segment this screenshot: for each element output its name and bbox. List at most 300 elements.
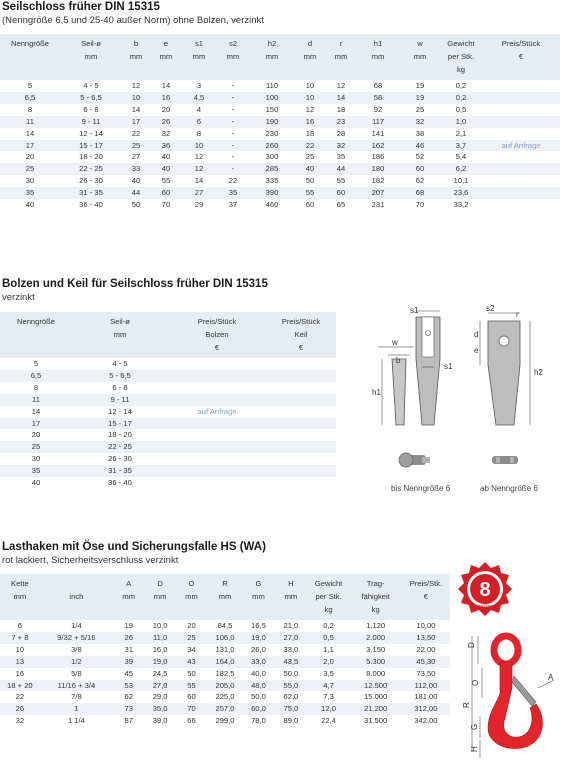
table-cell: 22: [131, 128, 141, 138]
column-header: Gewicht per Stk. kg: [440, 34, 482, 80]
table-cell: 117: [356, 116, 400, 128]
table-cell: [266, 394, 336, 406]
table-cell: [266, 406, 336, 418]
table-cell: 24,5: [152, 668, 168, 678]
section-subtitle: verzinkt: [2, 292, 35, 303]
table-cell: 15 - 17: [60, 140, 122, 152]
table-cell: 3.150: [366, 644, 386, 654]
column-header: inch: [40, 574, 113, 620]
table-cell: 0,2: [455, 81, 467, 90]
table-cell: 10: [182, 140, 216, 152]
table-cell: 7 + 8: [0, 632, 40, 644]
badge-text: Güteklasse: [472, 604, 498, 610]
table-row: [0, 406, 336, 418]
section-subtitle: rot lackiert, Sicherheitsverschluss verzinkt: [2, 555, 179, 566]
table-cell: 1,1: [323, 644, 334, 654]
table-cell: 11/16 + 3/4: [40, 680, 113, 692]
table-cell: 186: [371, 152, 385, 162]
table-cell: 25: [176, 632, 207, 644]
table-cell: [266, 382, 336, 394]
table-cell: 40: [294, 163, 326, 175]
table-cell: 3,5: [323, 668, 334, 678]
table-cell: 39: [113, 656, 144, 668]
table-cell: 26 - 30: [108, 454, 132, 464]
table-cell: 12: [194, 152, 204, 162]
table-row: [0, 703, 450, 715]
table-cell: 0,2: [323, 621, 334, 630]
table-row: [0, 691, 450, 703]
bolzen-photo-left: [396, 447, 436, 473]
dim-d: d: [474, 330, 479, 339]
table-cell: 50,0: [283, 668, 299, 678]
table-cell: 2,0: [308, 656, 350, 668]
column-header: s1 mm: [182, 34, 216, 80]
table-cell: 31 - 35: [60, 187, 122, 199]
table-cell: 22 - 25: [60, 163, 122, 175]
table-cell: 60: [150, 187, 182, 199]
table-cell: 100: [250, 92, 294, 104]
table-cell: 22,4: [321, 716, 336, 726]
section-subtitle: (Nenngröße 6,5 und 25-40 außer Norm) ohne Bolzen, verzinkt: [2, 15, 264, 26]
table-cell: 14: [25, 128, 35, 138]
table-cell: 6,5: [0, 92, 60, 104]
column-header: r mm: [326, 34, 356, 80]
seilschloss-drawing: [370, 304, 560, 442]
table-cell: 28: [336, 128, 346, 138]
table-cell: -: [231, 104, 235, 114]
table-cell: 231: [371, 200, 385, 210]
table-cell: 34: [187, 644, 196, 654]
table-cell: [168, 382, 266, 394]
table-cell: 13,50: [402, 632, 450, 644]
table-cell: 12.500: [350, 680, 402, 692]
table-cell: 29: [194, 200, 204, 210]
table-cell: [266, 429, 336, 441]
table-cell: 2.000: [350, 632, 402, 644]
table-cell: 3,7: [440, 140, 482, 152]
table-cell: 27,0: [274, 632, 307, 644]
table-cell: 11: [0, 394, 72, 406]
table-cell: 10,1: [453, 176, 469, 186]
table-cell: 8: [196, 128, 202, 138]
dim-b: b: [396, 356, 401, 365]
table-cell: 70: [161, 200, 171, 210]
table-cell: 43: [176, 656, 207, 668]
column-header: O mm: [176, 574, 207, 620]
section-bolzen-keil: [0, 277, 566, 493]
table-cell: 31.500: [364, 716, 388, 726]
table-cell: [266, 370, 336, 382]
table-cell: 14: [194, 176, 204, 186]
table-cell: 50: [187, 668, 196, 678]
table-row: [0, 199, 560, 211]
table-cell: 27: [182, 187, 216, 199]
column-header: b mm: [122, 34, 150, 80]
table-cell: -: [216, 140, 250, 152]
caption-right: ab Nenngröße 6: [480, 484, 538, 493]
table-cell: 60: [187, 692, 196, 702]
table-cell: 335: [265, 176, 279, 186]
table-cell: 60: [305, 200, 315, 210]
table-cell: 32: [15, 716, 25, 726]
table-cell: 40: [31, 478, 41, 488]
table-cell: 70: [176, 703, 207, 715]
table-cell: 18 + 20: [0, 680, 40, 692]
table-cell: 36 - 40: [79, 200, 103, 210]
table-cell: 7/8: [71, 692, 82, 702]
dim-h2: h2: [534, 368, 543, 377]
table-cell: 39,0: [152, 716, 168, 726]
table-cell: 3: [196, 81, 202, 90]
table-cell: 180: [356, 163, 400, 175]
column-header: D mm: [144, 574, 175, 620]
table-cell: 342,00: [414, 716, 438, 726]
table-cell: 6 - 8: [83, 104, 99, 114]
table-cell: -: [216, 116, 250, 128]
table-cell: 75,0: [274, 703, 307, 715]
table-cell: 16: [150, 92, 182, 104]
table-cell: [266, 477, 336, 489]
table-cell: 18: [336, 104, 346, 114]
table-row: [0, 151, 560, 163]
table-row: [0, 128, 560, 140]
table-cell: 22 - 25: [72, 441, 168, 453]
caption-left: bis Nenngröße 6: [391, 484, 451, 493]
table-cell: [168, 453, 266, 465]
table-cell: [482, 116, 560, 128]
table-row: [0, 370, 336, 382]
table-cell: [266, 358, 336, 370]
column-header: H mm: [274, 574, 307, 620]
bolzen-keil-table: [0, 312, 336, 489]
table-cell: 1 1/4: [67, 716, 85, 726]
table-cell: [168, 394, 266, 406]
table-cell: [482, 151, 560, 163]
table-cell: 33,0: [243, 656, 274, 668]
table-cell: 205,0: [207, 680, 243, 692]
table-cell: 73,50: [416, 668, 436, 678]
table-cell: 14: [326, 92, 356, 104]
table-cell: 9 - 11: [60, 116, 122, 128]
column-header: R mm: [207, 574, 243, 620]
table-cell: 0,5: [455, 104, 467, 114]
table-cell: 12: [131, 81, 141, 90]
table-cell: 10: [15, 644, 25, 654]
table-cell: 29,0: [152, 692, 168, 702]
table-cell: 58: [356, 92, 400, 104]
table-cell: 4 - 5: [83, 81, 99, 90]
table-cell: [482, 128, 560, 140]
table-cell: 6 - 8: [112, 382, 128, 392]
dim-s1-lower: s1: [444, 362, 453, 371]
table-cell: 16,0: [152, 644, 168, 654]
table-row: [0, 715, 450, 727]
table-cell: 55: [176, 680, 207, 692]
table-cell: 9 - 11: [72, 394, 168, 406]
table-cell: [168, 370, 266, 382]
table-cell: 40: [25, 200, 35, 210]
table-cell: 5,4: [455, 152, 467, 162]
table-cell: 1/4: [71, 621, 82, 630]
table-cell: 31 - 35: [72, 465, 168, 477]
table-cell: 1/2: [40, 656, 113, 668]
dim-r: r: [516, 310, 519, 319]
column-header: A mm: [113, 574, 144, 620]
table-cell: 10,00: [416, 621, 436, 630]
table-cell: 162: [356, 140, 400, 152]
table-cell: 26 - 30: [79, 176, 103, 186]
table-row: [0, 358, 336, 370]
table-cell: 1: [40, 703, 113, 715]
dim-R: R: [462, 702, 471, 708]
table-cell: 22: [228, 176, 238, 186]
table-cell: 12: [182, 163, 216, 175]
table-cell: 20: [161, 104, 171, 114]
table-cell: 40,0: [251, 668, 266, 678]
table-cell: 14: [131, 104, 141, 114]
table-cell: 19,0: [144, 656, 175, 668]
table-cell: 52: [415, 152, 425, 162]
column-header: h1 mm: [356, 34, 400, 80]
table-cell: 4: [196, 104, 202, 114]
table-cell: 5 - 6,5: [72, 370, 168, 382]
table-cell: 35: [336, 152, 346, 162]
table-cell: 20: [31, 430, 41, 440]
table-cell: 6: [182, 116, 216, 128]
table-row: [0, 104, 560, 116]
table-cell: 5/8: [71, 668, 82, 678]
table-cell: 150: [265, 104, 279, 114]
table-cell: 55: [294, 187, 326, 199]
table-cell: 45,30: [402, 656, 450, 668]
table-cell: 33,0: [283, 644, 299, 654]
table-cell: 112,00: [402, 680, 450, 692]
table-cell: 36 - 40: [108, 478, 132, 488]
table-cell: 11: [0, 116, 60, 128]
table-cell: 70: [415, 200, 425, 210]
table-cell: 20: [25, 152, 35, 162]
table-cell: 6,2: [440, 163, 482, 175]
section-seilschloss: [0, 0, 566, 211]
table-cell: 50,0: [251, 692, 266, 702]
table-cell: 55: [336, 176, 346, 186]
table-cell: 5.300: [350, 656, 402, 668]
table-cell: 30: [25, 176, 35, 186]
dim-e: e: [474, 346, 479, 355]
table-cell: 141: [371, 128, 385, 138]
table-cell: 66: [187, 716, 196, 726]
table-cell: 17: [122, 116, 150, 128]
table-cell: 5: [27, 81, 33, 90]
table-cell: 62: [124, 692, 133, 702]
table-cell: 12: [305, 104, 315, 114]
table-cell: 0,5: [308, 632, 350, 644]
table-cell: [266, 418, 336, 430]
table-row: [0, 656, 450, 668]
table-cell: 27: [131, 152, 141, 162]
table-cell: -: [231, 128, 235, 138]
column-header: Preis/Stück €: [482, 34, 560, 80]
table-cell: 8: [27, 104, 33, 114]
column-header: Seil-ø mm: [72, 312, 168, 358]
table-cell: 390: [250, 187, 294, 199]
table-cell: 68: [373, 81, 383, 90]
column-header: w mm: [400, 34, 440, 80]
table-cell: 12 - 14: [79, 128, 103, 138]
table-cell: 6,5: [0, 370, 72, 382]
table-row: [0, 80, 560, 92]
table-cell: 40: [161, 152, 171, 162]
table-cell: 225,0: [215, 692, 235, 702]
table-cell: 106,0: [207, 632, 243, 644]
table-cell: 68: [400, 187, 440, 199]
column-header: e mm: [150, 34, 182, 80]
dim-s2: s2: [486, 304, 495, 313]
bolzen-photo-right: [490, 453, 520, 467]
table-cell: 182: [371, 176, 385, 186]
table-cell: 15 - 17: [72, 418, 168, 430]
section-title: Bolzen und Keil für Seilschloss früher DIN 15315: [2, 278, 268, 290]
table-cell: 62,0: [283, 692, 299, 702]
table-cell: 4,7: [308, 680, 350, 692]
table-cell: 25: [0, 163, 60, 175]
table-cell: -: [216, 163, 250, 175]
table-cell: [482, 92, 560, 104]
table-cell: 2,1: [455, 128, 467, 138]
column-header: s2 mm: [216, 34, 250, 80]
table-row: [0, 668, 450, 680]
table-cell: [482, 104, 560, 116]
table-cell: 78,0: [251, 716, 266, 726]
table-cell: 50: [131, 200, 141, 210]
table-cell: 32: [161, 128, 171, 138]
table-cell: 46: [400, 140, 440, 152]
table-cell: 1,0: [440, 116, 482, 128]
dim-s1: s1: [410, 306, 419, 315]
dim-A: A: [548, 673, 554, 682]
table-cell: 12,0: [308, 703, 350, 715]
table-cell: 5 - 6,5: [60, 92, 122, 104]
table-cell: 30: [31, 454, 41, 464]
table-row: [0, 187, 560, 199]
column-header: G mm: [243, 574, 274, 620]
column-header: Nenngröße: [0, 34, 60, 80]
column-header: d mm: [294, 34, 326, 80]
table-cell: 40: [131, 176, 141, 186]
table-row: [0, 477, 336, 489]
table-cell: 32: [326, 140, 356, 152]
column-header: Preis/Stück Bolzen €: [168, 312, 266, 358]
table-row: [0, 453, 336, 465]
table-row: [0, 429, 336, 441]
table-cell: 22,00: [416, 644, 436, 654]
table-row: [0, 116, 560, 128]
table-cell: 230: [265, 128, 279, 138]
table-cell: 87: [124, 716, 133, 726]
table-cell: 26: [113, 632, 144, 644]
table-cell: 15.000: [364, 692, 388, 702]
table-cell: [168, 477, 266, 489]
table-cell: 84,5: [217, 621, 233, 630]
table-cell: 13: [0, 656, 40, 668]
table-cell: 19: [400, 92, 440, 104]
table-cell: 18 - 20: [108, 430, 132, 440]
table-cell: 23: [326, 116, 356, 128]
table-row: [0, 620, 450, 632]
table-cell: 32: [400, 116, 440, 128]
table-cell: 18: [305, 128, 315, 138]
table-row: [0, 632, 450, 644]
table-cell: 60: [400, 163, 440, 175]
table-cell: 22: [15, 692, 25, 702]
table-cell: 26: [0, 703, 40, 715]
table-cell: 16: [15, 668, 25, 678]
table-cell: 45: [124, 668, 133, 678]
table-cell: [266, 453, 336, 465]
table-row: [0, 163, 560, 175]
table-cell: 62: [415, 176, 425, 186]
table-cell: 35: [216, 187, 250, 199]
table-cell: 44: [122, 187, 150, 199]
table-cell: 37: [228, 200, 238, 210]
table-cell: 8.000: [366, 668, 386, 678]
table-cell: 35: [0, 187, 60, 199]
table-cell: 312,00: [402, 703, 450, 715]
table-cell: [168, 441, 266, 453]
table-cell: 181,00: [414, 692, 438, 702]
table-cell: 25: [305, 152, 315, 162]
table-cell: 40: [150, 163, 182, 175]
table-cell: 12: [336, 81, 346, 90]
table-cell: 4 - 5: [112, 359, 128, 368]
table-cell: 460: [265, 200, 279, 210]
table-cell: 4,5: [182, 92, 216, 104]
table-row: [0, 465, 336, 477]
lasthaken-drawing: [462, 628, 564, 766]
table-cell: [482, 187, 560, 199]
dim-h1: h1: [372, 388, 381, 397]
dim-G: G: [470, 723, 479, 730]
table-row: [0, 680, 450, 692]
table-row: [0, 382, 336, 394]
table-cell: 92: [373, 104, 383, 114]
column-header: Kette mm: [0, 574, 40, 620]
table-cell: 10,0: [152, 621, 168, 630]
table-cell: 50: [305, 176, 315, 186]
table-cell: auf Anfrage: [482, 140, 560, 152]
table-cell: 299,0: [215, 716, 235, 726]
table-cell: 17: [0, 140, 60, 152]
table-cell: 300: [265, 152, 279, 162]
table-cell: 16,5: [251, 621, 266, 630]
table-cell: 131,0: [215, 644, 235, 654]
table-cell: [168, 418, 266, 430]
dim-O: O: [471, 679, 480, 686]
table-row: [0, 418, 336, 430]
table-cell: 38: [415, 128, 425, 138]
column-header: Gewicht per Stk. kg: [308, 574, 350, 620]
table-cell: 257,0: [207, 703, 243, 715]
table-cell: 10: [294, 92, 326, 104]
table-cell: 5: [33, 359, 39, 368]
table-cell: 25: [122, 140, 150, 152]
table-row: [0, 394, 336, 406]
table-cell: 35: [0, 465, 72, 477]
table-cell: 25: [415, 104, 425, 114]
table-cell: 10: [305, 81, 315, 90]
table-cell: 17: [0, 418, 72, 430]
table-cell: [266, 465, 336, 477]
